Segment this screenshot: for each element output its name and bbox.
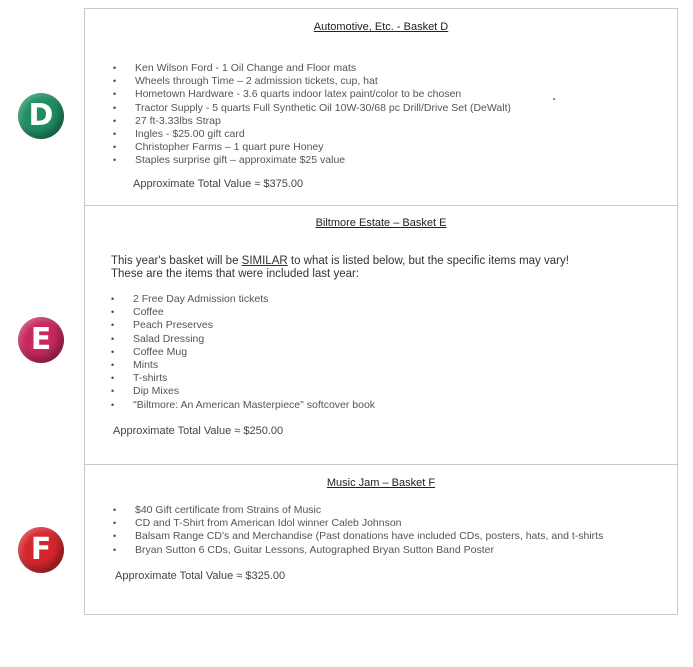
basket-e-title: Biltmore Estate – Basket E [315,217,447,229]
basket-e-item: • T-shirts [111,372,375,385]
basket-e-item-list [111,293,375,412]
basket-d-item: • Christopher Farms – 1 quart pure Honey [113,141,511,154]
basket-e-intro-part2: to what is listed below, but the specific items may vary! [287,255,569,267]
basket-e-intro-part1: This year's basket will be [111,255,242,267]
basket-e-item: • Salad Dressing [111,333,375,346]
basket-f-item: • CD and T-Shirt from American Idol winner Caleb Johnson [113,517,603,530]
basket-d-item: • Hometown Hardware - 3.6 quarts indoor latex paint/color to be chosen [113,88,511,101]
basket-e-intro-line2: These are the items that were included last year: [111,268,360,280]
basket-e-item: • 2 Free Day Admission tickets [111,293,375,306]
basket-f-panel [84,465,678,615]
basket-f-item-list [113,504,603,557]
basket-e-item: • Dip Mixes [111,385,375,398]
basket-f-title: Music Jam – Basket F [326,477,436,489]
scan-speck [553,98,555,100]
basket-d-letter: D [28,98,54,133]
basket-e-total: Approximate Total Value ≈ $250.00 [113,425,284,437]
basket-e-item: • Peach Preserves [111,319,375,332]
basket-d-panel [84,8,678,206]
basket-d-item: • Tractor Supply - 5 quarts Full Synthetic Oil 10W-30/68 pc Drill/Drive Set (DeWalt) [113,102,511,115]
basket-d-item: • Staples surprise gift – approximate $25 value [113,154,511,167]
basket-f-letter: F [30,532,52,567]
basket-d-item: • Ken Wilson Ford - 1 Oil Change and Floor mats [113,62,511,75]
basket-e-letter: E [30,322,52,357]
basket-e-letter-icon [18,317,64,363]
basket-e-intro-emphasis: SIMILAR [241,255,288,267]
basket-e-panel [84,206,678,465]
basket-f-item: • $40 Gift certificate from Strains of Music [113,504,603,517]
basket-d-letter-icon [18,93,64,139]
basket-f-item: • Bryan Sutton 6 CDs, Guitar Lessons, Autographed Bryan Sutton Band Poster [113,544,603,557]
basket-d-item: • Wheels through Time – 2 admission tickets, cup, hat [113,75,511,88]
basket-e-item: • "Biltmore: An American Masterpiece" softcover book [111,399,375,412]
basket-d-item: • 27 ft-3.33lbs Strap [113,115,511,128]
basket-d-total: Approximate Total Value ≈ $375.00 [133,178,304,190]
basket-d-title: Automotive, Etc. - Basket D [313,21,449,33]
basket-d-item-list [113,62,511,168]
basket-f-letter-icon [18,527,64,573]
basket-e-item: • Mints [111,359,375,372]
basket-d-item: • Ingles - $25.00 gift card [113,128,511,141]
basket-e-intro [111,255,569,281]
basket-f-item: • Balsam Range CD's and Merchandise (Past donations have included CDs, posters, hats, and t-shirts [113,530,603,543]
basket-e-item: • Coffee [111,306,375,319]
basket-f-total: Approximate Total Value ≈ $325.00 [115,570,286,582]
basket-e-item: • Coffee Mug [111,346,375,359]
